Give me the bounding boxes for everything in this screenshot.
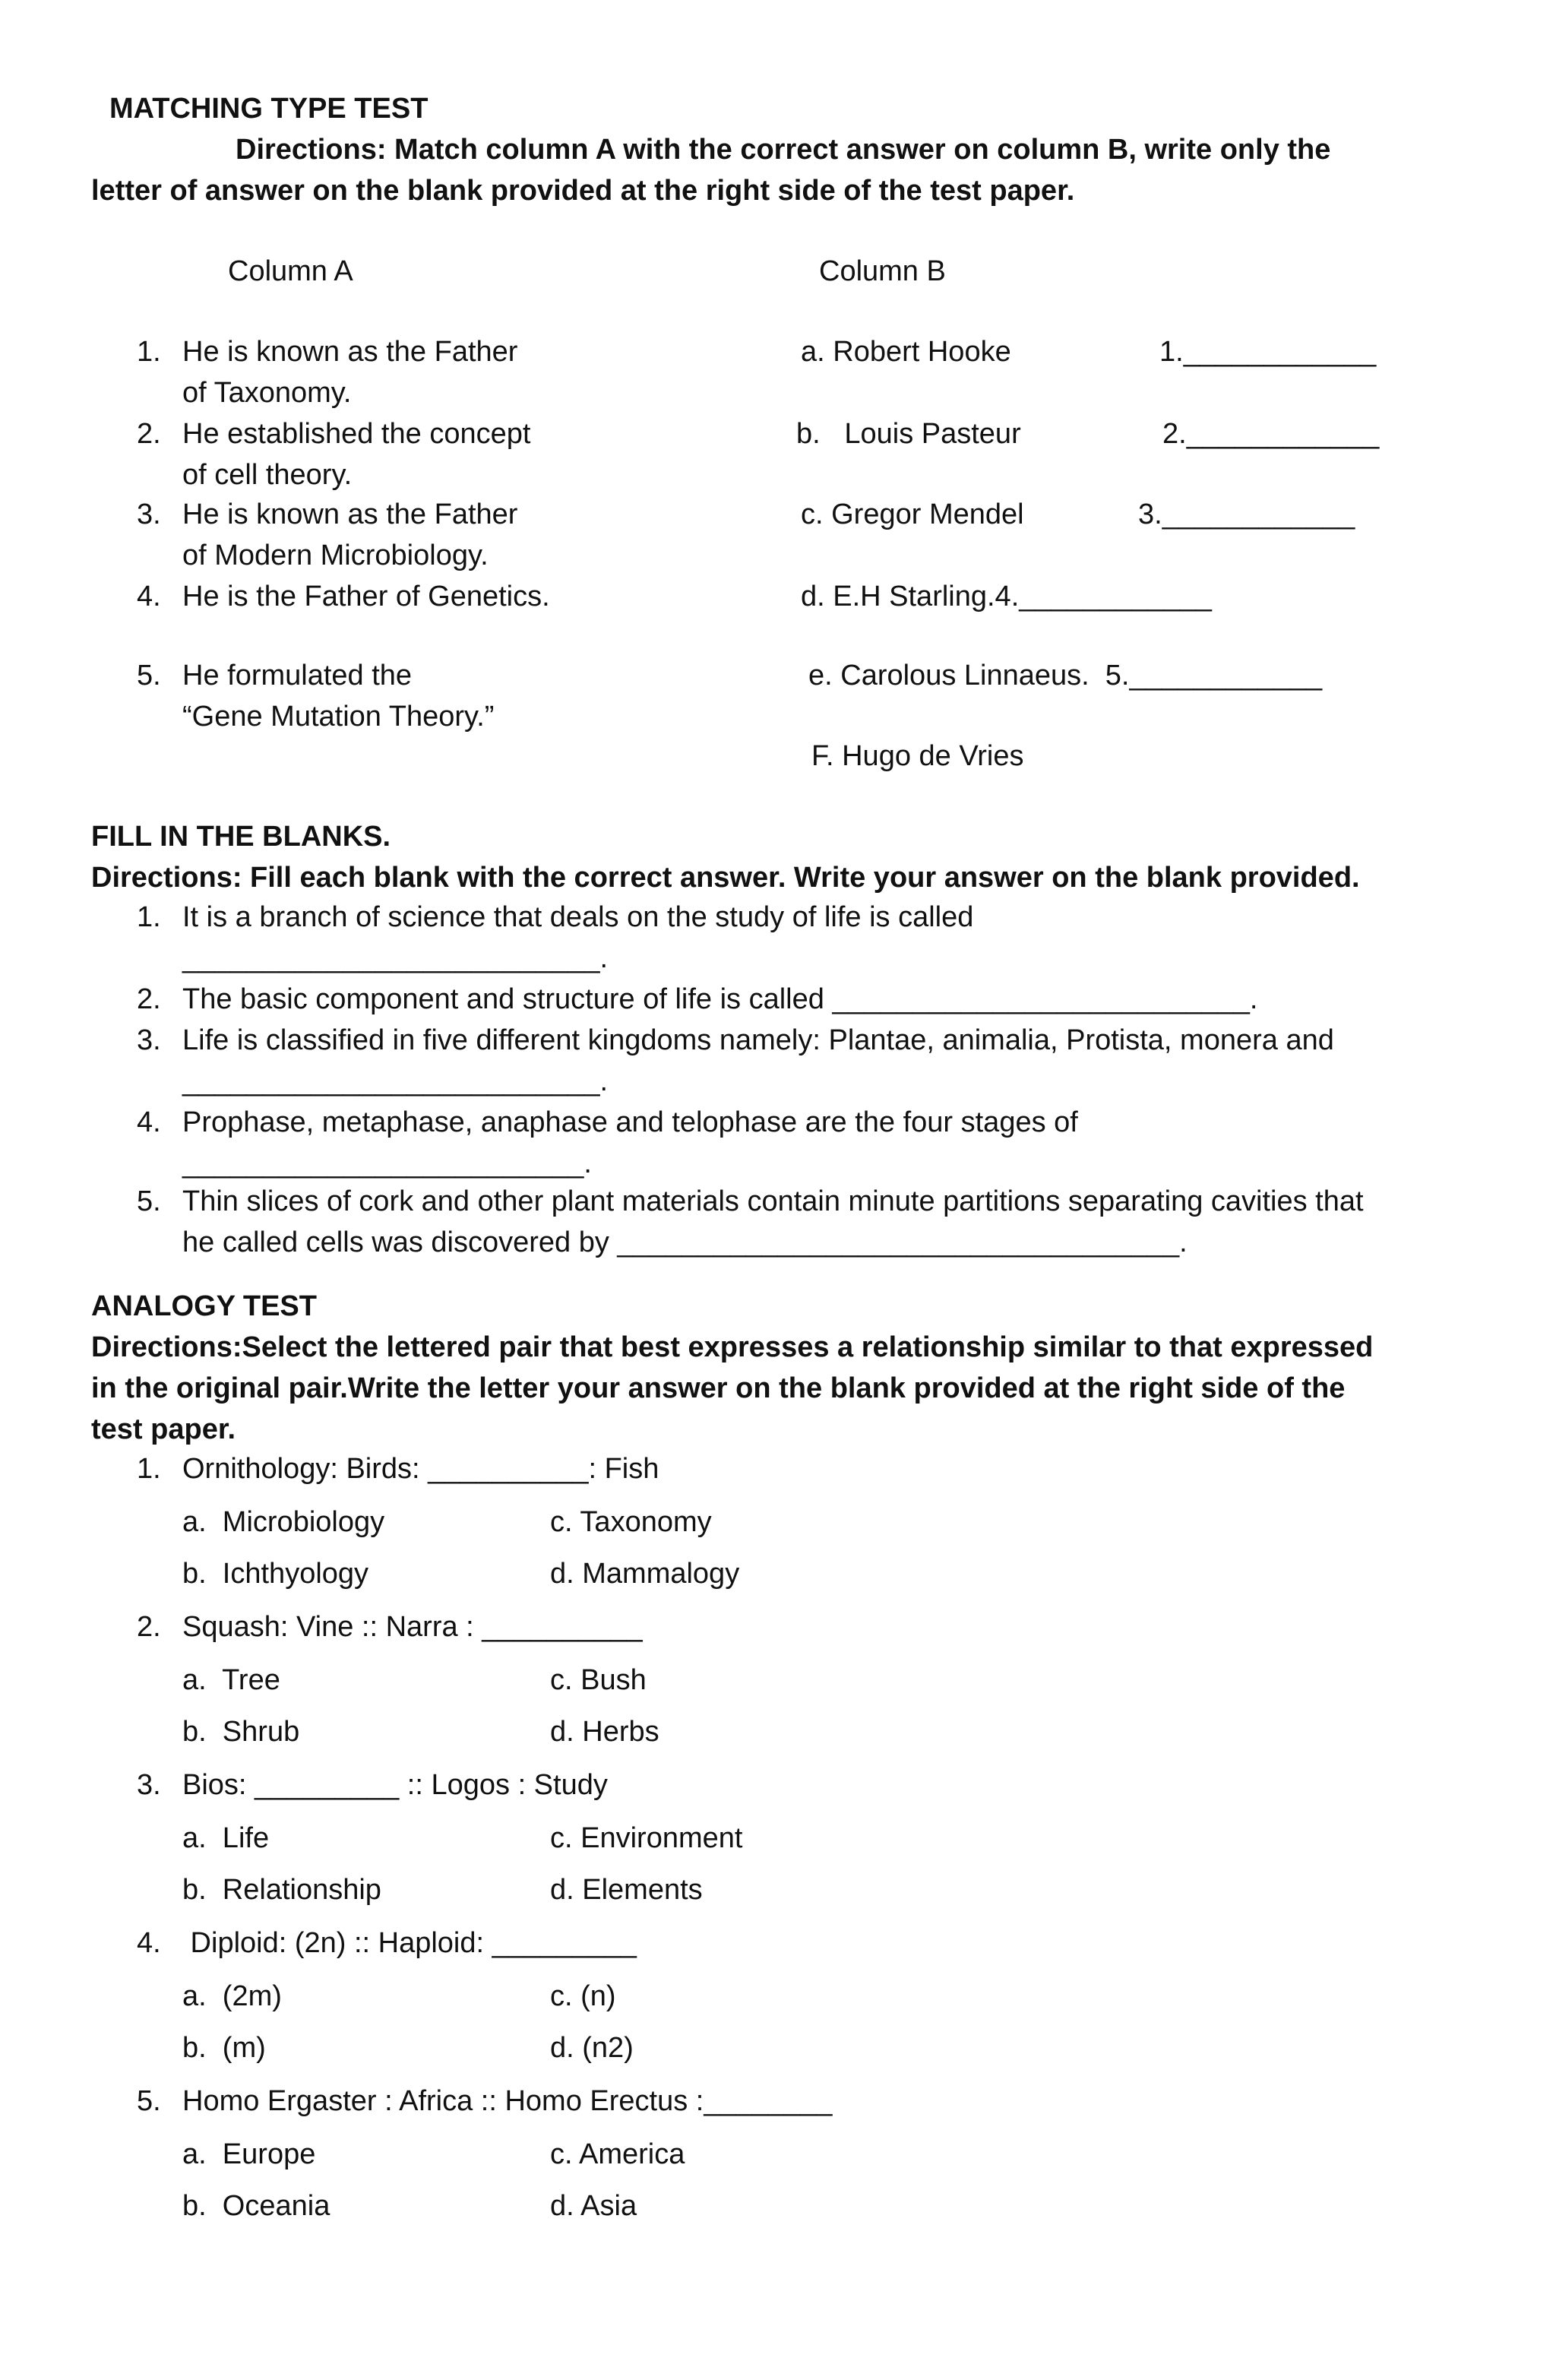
analogy-item-3-question: Bios: _________ :: Logos : Study — [182, 1769, 608, 1801]
analogy-item-5-option-a: a. Europe — [182, 2138, 316, 2170]
answer-blank-1: 1.____________ — [1159, 336, 1377, 368]
analogy-directions-line-2: in the original pair.Write the letter your answer on the blank provided at the right side of the — [91, 1372, 1346, 1404]
analogy-item-3-option-b: b. Relationship — [182, 1874, 381, 1906]
column-a-item-1-line-1: He is known as the Father — [182, 336, 518, 368]
analogy-item-4-number: 4. — [137, 1927, 161, 1959]
fill-item-2-number: 2. — [137, 983, 161, 1015]
analogy-directions-line-1: Directions:Select the lettered pair that best expresses a relationship similar to that expressed — [91, 1331, 1374, 1363]
column-a-item-3-number: 3. — [137, 498, 161, 530]
analogy-item-2-question: Squash: Vine :: Narra : __________ — [182, 1611, 643, 1643]
column-a-item-1-line-2: of Taxonomy. — [182, 377, 352, 409]
column-b-item-b: b. Louis Pasteur — [796, 418, 1021, 450]
analogy-item-1-option-a: a. Microbiology — [182, 1506, 385, 1538]
analogy-item-5-option-b: b. Oceania — [182, 2190, 330, 2222]
fill-item-5-line-2: he called cells was discovered by ___________________________________. — [182, 1226, 1188, 1258]
analogy-item-3-option-a: a. Life — [182, 1822, 270, 1854]
fill-item-5-number: 5. — [137, 1185, 161, 1217]
column-b-item-f: F. Hugo de Vries — [811, 740, 1024, 772]
matching-directions-line-1: Directions: Match column A with the correct answer on column B, write only the — [236, 134, 1331, 166]
fill-item-4-line-1: Prophase, metaphase, anaphase and telophase are the four stages of — [182, 1106, 1078, 1138]
analogy-item-2-option-a: a. Tree — [182, 1664, 280, 1696]
analogy-item-1-option-b: b. Ichthyology — [182, 1558, 369, 1590]
column-a-item-5-line-1: He formulated the — [182, 660, 413, 692]
column-a-item-3-line-2: of Modern Microbiology. — [182, 540, 489, 571]
analogy-heading: ANALOGY TEST — [91, 1290, 317, 1322]
column-a-item-2-line-2: of cell theory. — [182, 459, 353, 491]
column-a-item-3-line-1: He is known as the Father — [182, 498, 518, 530]
analogy-item-5-number: 5. — [137, 2085, 161, 2117]
column-b-item-d-with-blank-4: d. E.H Starling.4.____________ — [801, 581, 1212, 612]
analogy-item-2-option-c: c. Bush — [550, 1664, 647, 1696]
analogy-item-1-option-c: c. Taxonomy — [550, 1506, 712, 1538]
analogy-item-1-option-d: d. Mammalogy — [550, 1558, 740, 1590]
fill-item-2-line-1: The basic component and structure of life is called __________________________. — [182, 983, 1258, 1015]
column-a-item-2-line-1: He established the concept — [182, 418, 531, 450]
analogy-item-2-option-b: b. Shrub — [182, 1716, 300, 1748]
analogy-item-3-option-d: d. Elements — [550, 1874, 703, 1906]
analogy-item-5-option-c: c. America — [550, 2138, 685, 2170]
analogy-item-5-question: Homo Ergaster : Africa :: Homo Erectus :________ — [182, 2085, 833, 2117]
matching-directions-line-2: letter of answer on the blank provided at the right side of the test paper. — [91, 175, 1075, 207]
fill-item-4-number: 4. — [137, 1106, 161, 1138]
fill-item-3-line-1: Life is classified in five different kingdoms namely: Plantae, animalia, Protista, monera and — [182, 1024, 1334, 1056]
analogy-item-4-option-c: c. (n) — [550, 1980, 616, 2012]
analogy-item-4-question: Diploid: (2n) :: Haploid: _________ — [182, 1927, 637, 1959]
fill-item-1-blank: __________________________. — [182, 942, 609, 974]
answer-blank-3: 3.____________ — [1138, 498, 1355, 530]
analogy-item-1-number: 1. — [137, 1453, 161, 1485]
matching-heading: MATCHING TYPE TEST — [109, 93, 429, 125]
column-b-header: Column B — [819, 255, 946, 287]
analogy-item-4-option-d: d. (n2) — [550, 2032, 634, 2064]
fill-item-3-blank: __________________________. — [182, 1065, 609, 1097]
analogy-item-5-option-d: d. Asia — [550, 2190, 637, 2222]
analogy-item-2-number: 2. — [137, 1611, 161, 1643]
fill-directions: Directions: Fill each blank with the correct answer. Write your answer on the blank provided. — [91, 862, 1360, 894]
column-b-item-e-with-blank-5: e. Carolous Linnaeus. 5.____________ — [808, 660, 1323, 692]
answer-blank-2: 2.____________ — [1162, 418, 1380, 450]
column-a-item-4-line-1: He is the Father of Genetics. — [182, 581, 550, 612]
fill-item-1-line-1: It is a branch of science that deals on the study of life is called — [182, 901, 974, 933]
column-a-item-5-number: 5. — [137, 660, 161, 692]
analogy-item-2-option-d: d. Herbs — [550, 1716, 659, 1748]
fill-item-1-number: 1. — [137, 901, 161, 933]
column-b-item-a: a. Robert Hooke — [801, 336, 1011, 368]
analogy-item-4-option-b: b. (m) — [182, 2032, 266, 2064]
fill-item-5-line-1: Thin slices of cork and other plant materials contain minute partitions separating cavities that — [182, 1185, 1364, 1217]
analogy-item-1-question: Ornithology: Birds: __________: Fish — [182, 1453, 659, 1485]
analogy-item-4-option-a: a. (2m) — [182, 1980, 282, 2012]
analogy-directions-line-3: test paper. — [91, 1413, 236, 1445]
column-a-item-5-line-2: “Gene Mutation Theory.” — [182, 701, 495, 733]
analogy-item-3-number: 3. — [137, 1769, 161, 1801]
fill-heading: FILL IN THE BLANKS. — [91, 821, 391, 853]
column-a-item-1-number: 1. — [137, 336, 161, 368]
fill-item-3-number: 3. — [137, 1024, 161, 1056]
fill-item-4-blank: _________________________. — [182, 1147, 592, 1179]
column-a-item-2-number: 2. — [137, 418, 161, 450]
column-a-item-4-number: 4. — [137, 581, 161, 612]
column-a-header: Column A — [228, 255, 353, 287]
analogy-item-3-option-c: c. Environment — [550, 1822, 743, 1854]
column-b-item-c: c. Gregor Mendel — [801, 498, 1024, 530]
